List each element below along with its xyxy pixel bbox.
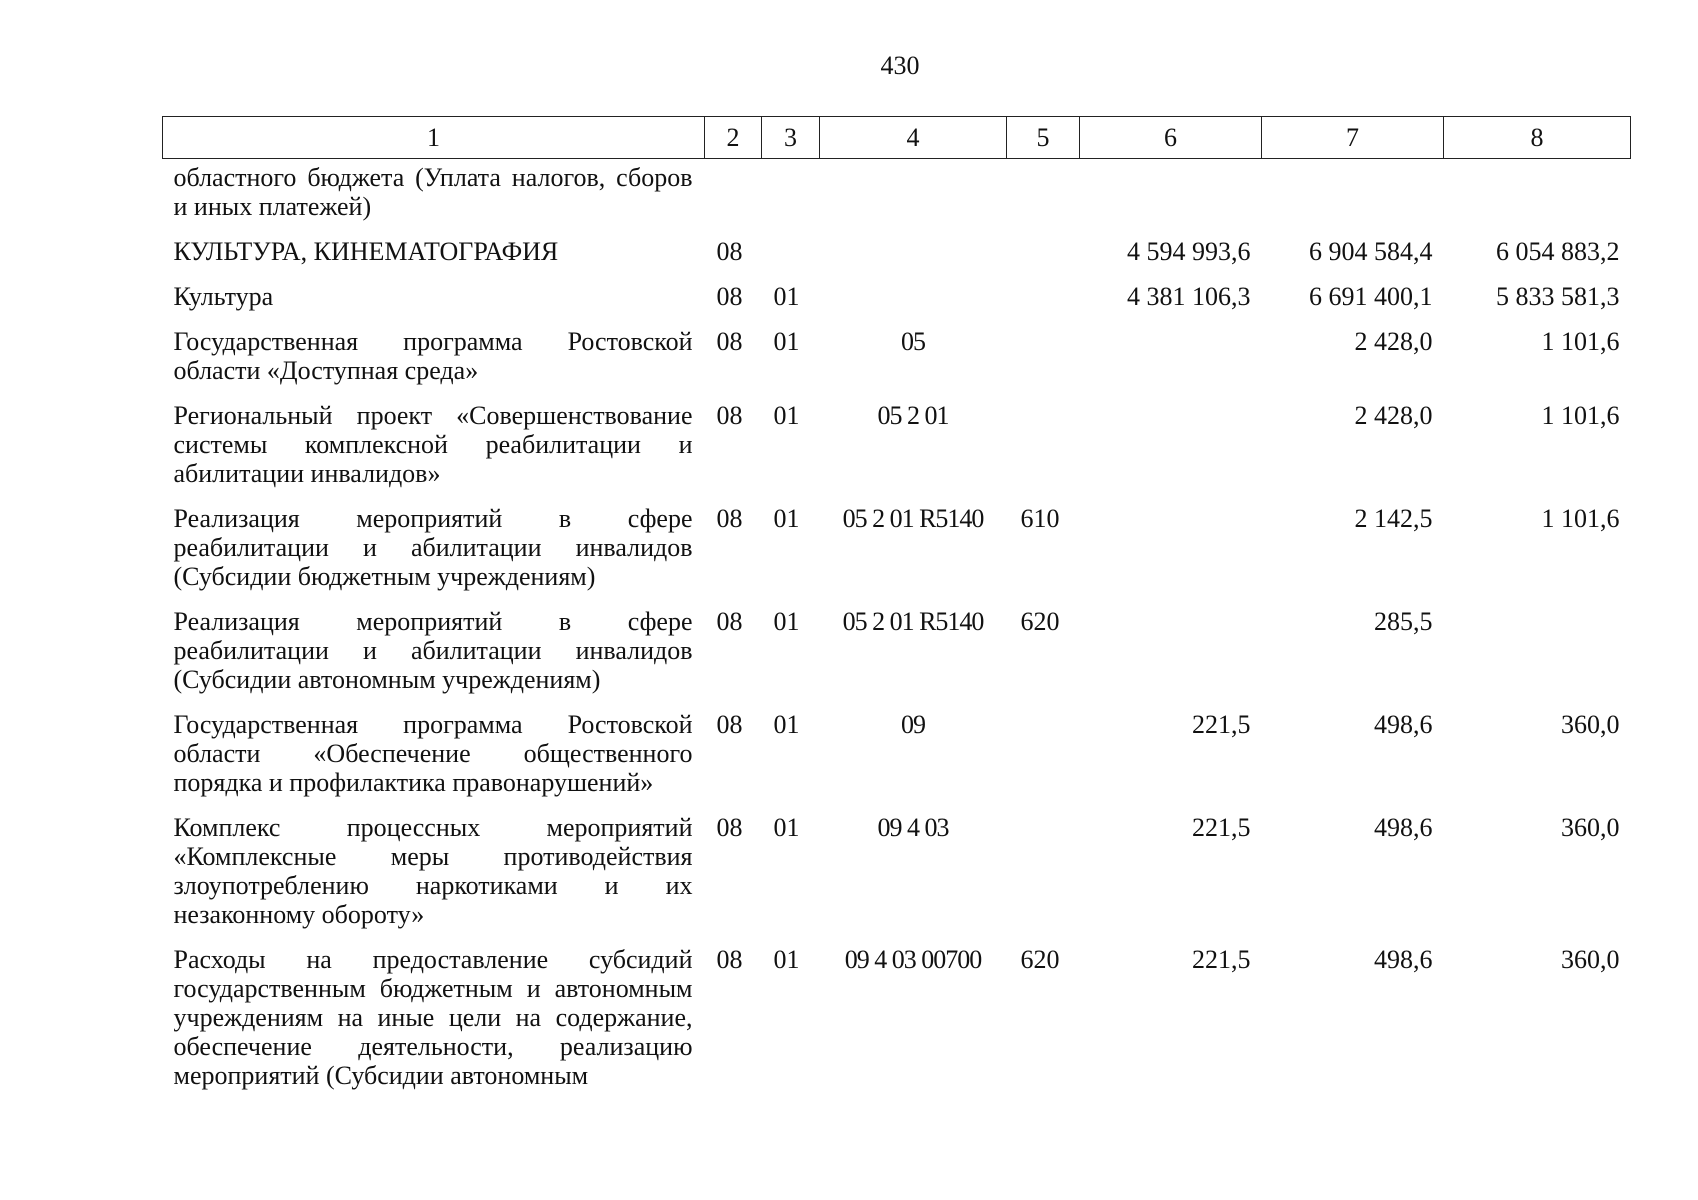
row-amount-col7: 2 428,0 bbox=[1354, 327, 1433, 356]
header-col-4: 4 bbox=[820, 117, 1007, 159]
row-section: 08 bbox=[716, 710, 743, 739]
row-amount-col6: 4 594 993,6 bbox=[1127, 237, 1251, 266]
row-name: Реализация мероприятий в сфере реабилитации и абилитации инвалидов (Субсидии бюджетным учреждениям) bbox=[173, 504, 693, 591]
row-amount-col8: 360,0 bbox=[1561, 710, 1620, 739]
row-amount-col8: 1 101,6 bbox=[1541, 504, 1620, 533]
table-row bbox=[163, 159, 1631, 230]
row-section: 08 bbox=[716, 237, 743, 266]
row-amount-col7: 6 691 400,1 bbox=[1309, 282, 1433, 311]
row-amount-col6 bbox=[1080, 496, 1262, 599]
row-name: Культура bbox=[173, 282, 274, 311]
row-name: Региональный проект «Совершенствование системы комплексной реабилитации и абилитации инвалидов» bbox=[173, 401, 693, 488]
row-amount-col6: 221,5 bbox=[1192, 945, 1251, 974]
row-section: 08 bbox=[716, 282, 743, 311]
header-col-1: 1 bbox=[163, 117, 705, 159]
row-amount-col8: 6 054 883,2 bbox=[1496, 237, 1620, 266]
row-name: Государственная программа Ростовской области «Доступная среда» bbox=[173, 327, 693, 385]
row-name: Расходы на предоставление субсидий государственным бюджетным и автономным учреждениям на иные цели на содержание, обеспечение деятельности, реализацию мероприятий (Субсидии автономным bbox=[173, 945, 693, 1090]
table-row bbox=[163, 393, 1631, 496]
header-col-3: 3 bbox=[762, 117, 820, 159]
table-row bbox=[163, 702, 1631, 805]
table-row bbox=[163, 496, 1631, 599]
row-expense-type bbox=[1007, 229, 1080, 274]
row-expense-type bbox=[1007, 393, 1080, 496]
row-expense-type bbox=[1007, 274, 1080, 319]
row-amount-col7: 285,5 bbox=[1374, 607, 1433, 636]
row-target-article bbox=[820, 274, 1007, 319]
row-amount-col7: 498,6 bbox=[1374, 813, 1433, 842]
row-subsection: 01 bbox=[773, 710, 800, 739]
row-target-article: 05 2 01 R5140 bbox=[842, 607, 984, 636]
table-row bbox=[163, 319, 1631, 393]
header-col-6: 6 bbox=[1080, 117, 1262, 159]
row-amount-col6: 221,5 bbox=[1192, 710, 1251, 739]
row-subsection: 01 bbox=[773, 504, 800, 533]
header-col-8: 8 bbox=[1444, 117, 1631, 159]
row-amount-col6 bbox=[1080, 393, 1262, 496]
row-name: Государственная программа Ростовской области «Обеспечение общественного порядка и профилактика правонарушений» bbox=[173, 710, 693, 797]
row-amount-col8: 360,0 bbox=[1561, 945, 1620, 974]
row-section: 08 bbox=[716, 327, 743, 356]
row-subsection bbox=[762, 159, 820, 230]
row-amount-col8 bbox=[1444, 599, 1631, 702]
row-target-article: 09 bbox=[901, 710, 925, 739]
row-target-article bbox=[820, 159, 1007, 230]
row-section: 08 bbox=[716, 813, 743, 842]
row-subsection: 01 bbox=[773, 607, 800, 636]
row-amount-col7 bbox=[1262, 159, 1444, 230]
table-row bbox=[163, 599, 1631, 702]
row-amount-col8: 360,0 bbox=[1561, 813, 1620, 842]
row-amount-col6: 4 381 106,3 bbox=[1127, 282, 1251, 311]
row-amount-col6: 221,5 bbox=[1192, 813, 1251, 842]
row-subsection: 01 bbox=[773, 401, 800, 430]
row-section: 08 bbox=[716, 504, 743, 533]
row-expense-type bbox=[1007, 159, 1080, 230]
row-amount-col7: 498,6 bbox=[1374, 945, 1433, 974]
row-amount-col6 bbox=[1080, 599, 1262, 702]
page-number: 430 bbox=[880, 51, 920, 80]
row-subsection bbox=[762, 229, 820, 274]
row-subsection: 01 bbox=[773, 813, 800, 842]
row-expense-type: 620 bbox=[1020, 945, 1060, 974]
row-amount-col7: 2 428,0 bbox=[1354, 401, 1433, 430]
table-row bbox=[163, 937, 1631, 1098]
header-col-2: 2 bbox=[705, 117, 762, 159]
row-subsection: 01 bbox=[773, 327, 800, 356]
row-name: Реализация мероприятий в сфере реабилитации и абилитации инвалидов (Субсидии автономным учреждениям) bbox=[173, 607, 693, 694]
row-expense-type bbox=[1007, 805, 1080, 937]
row-subsection: 01 bbox=[773, 945, 800, 974]
header-col-7: 7 bbox=[1262, 117, 1444, 159]
row-name: КУЛЬТУРА, КИНЕМАТОГРАФИЯ bbox=[173, 237, 559, 266]
table-header-row bbox=[163, 117, 1631, 159]
row-name: областного бюджета (Уплата налогов, сборов и иных платежей) bbox=[173, 163, 693, 221]
row-target-article: 05 bbox=[901, 327, 925, 356]
row-expense-type bbox=[1007, 319, 1080, 393]
table-row bbox=[163, 274, 1631, 319]
row-target-article: 09 4 03 bbox=[877, 813, 949, 842]
row-name: Комплекс процессных мероприятий «Комплексные меры противодействия злоупотреблению наркотиками и их незаконному обороту» bbox=[173, 813, 693, 929]
row-expense-type: 620 bbox=[1020, 607, 1060, 636]
row-amount-col7: 2 142,5 bbox=[1354, 504, 1433, 533]
row-amount-col7: 6 904 584,4 bbox=[1309, 237, 1433, 266]
row-amount-col7: 498,6 bbox=[1374, 710, 1433, 739]
row-target-article: 05 2 01 bbox=[877, 401, 949, 430]
header-col-5: 5 bbox=[1007, 117, 1080, 159]
row-amount-col8: 5 833 581,3 bbox=[1496, 282, 1620, 311]
row-section bbox=[705, 159, 762, 230]
row-target-article bbox=[820, 229, 1007, 274]
row-amount-col6 bbox=[1080, 159, 1262, 230]
row-target-article: 09 4 03 00700 bbox=[844, 945, 982, 974]
row-amount-col8 bbox=[1444, 159, 1631, 230]
row-section: 08 bbox=[716, 607, 743, 636]
row-target-article: 05 2 01 R5140 bbox=[842, 504, 984, 533]
row-subsection: 01 bbox=[773, 282, 800, 311]
row-expense-type: 610 bbox=[1020, 504, 1060, 533]
table-row bbox=[163, 229, 1631, 274]
row-amount-col6 bbox=[1080, 319, 1262, 393]
row-section: 08 bbox=[716, 945, 743, 974]
budget-table bbox=[162, 116, 1631, 1098]
table-row bbox=[163, 805, 1631, 937]
row-amount-col8: 1 101,6 bbox=[1541, 401, 1620, 430]
row-amount-col8: 1 101,6 bbox=[1541, 327, 1620, 356]
row-expense-type bbox=[1007, 702, 1080, 805]
row-section: 08 bbox=[716, 401, 743, 430]
